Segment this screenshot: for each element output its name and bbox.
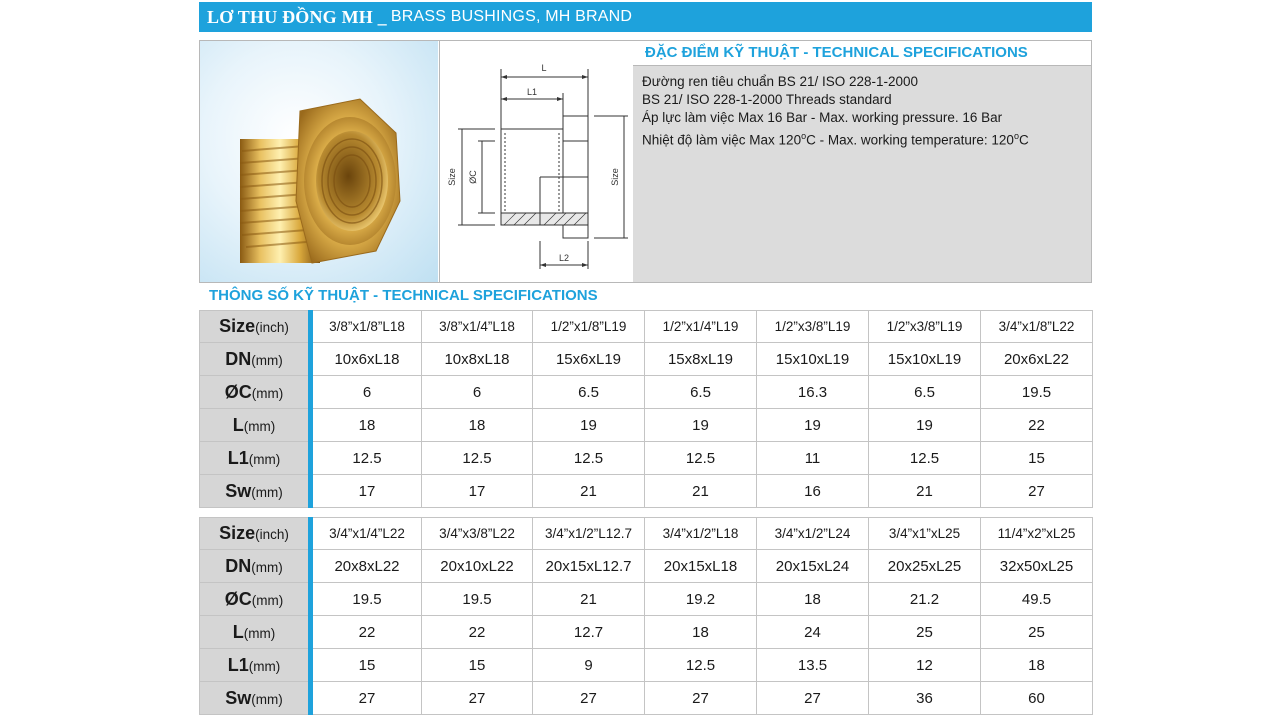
row-header-l1 xyxy=(200,649,311,682)
dimension-drawing xyxy=(440,41,633,282)
spec-table-2 xyxy=(199,517,1093,715)
technical-specs-title: THÔNG SỐ KỸ THUẬT - TECHNICAL SPECIFICATIONS xyxy=(209,287,598,304)
table-row-l1 xyxy=(200,649,1093,682)
table-cell: 27 xyxy=(422,682,533,715)
row-unit: (mm) xyxy=(251,691,283,707)
table-cell: 22 xyxy=(422,616,533,649)
table-cell: 27 xyxy=(645,682,757,715)
table-cell: 21.2 xyxy=(869,583,981,616)
table-cell: 12.7 xyxy=(533,616,645,649)
temp-degree-2: o xyxy=(1013,131,1019,141)
table-cell: 15 xyxy=(311,649,422,682)
row-header-sw xyxy=(200,475,311,508)
spec-line-thread-vn: Đường ren tiêu chuẩn BS 21/ ISO 228-1-2000 xyxy=(642,74,919,89)
title-english: BRASS BUSHINGS, MH BRAND xyxy=(390,8,633,25)
table-cell: 1/2”x1/4”L19 xyxy=(645,311,757,343)
catalog-sheet xyxy=(199,0,1092,720)
table-cell: 1/2”x3/8”L19 xyxy=(757,311,869,343)
dim-label-l2: L2 xyxy=(558,253,570,263)
table-cell: 20x6xL22 xyxy=(981,343,1093,376)
table-cell: 3/4”x1/2”L12.7 xyxy=(533,518,645,550)
table-cell: 22 xyxy=(981,409,1093,442)
table-cell: 1/2”x1/8”L19 xyxy=(533,311,645,343)
spec-panel xyxy=(633,41,1091,282)
table-cell: 3/4”x1”xL25 xyxy=(869,518,981,550)
title-bar xyxy=(199,2,1092,32)
row-label: ØC xyxy=(224,588,252,609)
row-unit: (inch) xyxy=(255,527,289,542)
row-header-oc xyxy=(200,583,311,616)
table-cell: 6 xyxy=(311,376,422,409)
table-cell: 9 xyxy=(533,649,645,682)
row-label: Size xyxy=(219,523,256,543)
table-cell: 18 xyxy=(981,649,1093,682)
technical-drawing xyxy=(439,41,634,282)
table-cell: 19.5 xyxy=(311,583,422,616)
table-cell: 3/8”x1/8”L18 xyxy=(311,311,422,343)
table-cell: 20x15xL24 xyxy=(757,550,869,583)
table-cell: 19.5 xyxy=(981,376,1093,409)
table-cell: 3/4”x1/4”L22 xyxy=(311,518,422,550)
table-cell: 18 xyxy=(757,583,869,616)
row-label: L xyxy=(232,414,244,435)
table-cell: 3/4”x1/2”L18 xyxy=(645,518,757,550)
table-cell: 21 xyxy=(533,583,645,616)
table-row-dn xyxy=(200,343,1093,376)
row-unit: (mm) xyxy=(251,484,283,500)
spec-heading: ĐẶC ĐIỂM KỸ THUẬT - TECHNICAL SPECIFICATIONS xyxy=(633,41,1091,66)
table-cell: 49.5 xyxy=(981,583,1093,616)
table-row-sw xyxy=(200,682,1093,715)
table-cell: 19 xyxy=(869,409,981,442)
table-cell: 17 xyxy=(422,475,533,508)
row-header-oc xyxy=(200,376,311,409)
table-cell: 1/2”x3/8”L19 xyxy=(869,311,981,343)
table-cell: 25 xyxy=(981,616,1093,649)
table-row-l xyxy=(200,409,1093,442)
product-photo xyxy=(200,41,438,282)
table-cell: 19.2 xyxy=(645,583,757,616)
table-cell: 32x50xL25 xyxy=(981,550,1093,583)
table-row-size xyxy=(200,311,1093,343)
table-cell: 12.5 xyxy=(645,442,757,475)
table-cell: 12.5 xyxy=(533,442,645,475)
brass-bushing-image xyxy=(200,41,438,282)
table-cell: 21 xyxy=(533,475,645,508)
row-unit: (mm) xyxy=(243,418,276,434)
table-cell: 3/8”x1/4”L18 xyxy=(422,311,533,343)
table-cell: 15x6xL19 xyxy=(533,343,645,376)
table-cell: 10x8xL18 xyxy=(422,343,533,376)
table-cell: 3/4”x1/2”L24 xyxy=(757,518,869,550)
table-row-l xyxy=(200,616,1093,649)
table-cell: 12.5 xyxy=(645,649,757,682)
table-cell: 36 xyxy=(869,682,981,715)
table-cell: 13.5 xyxy=(757,649,869,682)
row-header-size xyxy=(200,518,311,550)
table-cell: 17 xyxy=(311,475,422,508)
table-cell: 6.5 xyxy=(645,376,757,409)
row-unit: (mm) xyxy=(251,385,284,401)
table-cell: 20x10xL22 xyxy=(422,550,533,583)
table-cell: 21 xyxy=(869,475,981,508)
row-label: L1 xyxy=(227,654,249,675)
dim-label-size-right: Size xyxy=(610,168,620,186)
table-cell: 60 xyxy=(981,682,1093,715)
temp-text-c: C xyxy=(1018,132,1029,148)
spec-table-1 xyxy=(199,310,1093,508)
row-unit: (inch) xyxy=(255,320,289,335)
table-cell: 19 xyxy=(757,409,869,442)
row-header-sw xyxy=(200,682,311,715)
row-label: Sw xyxy=(225,687,252,708)
table-cell: 19.5 xyxy=(422,583,533,616)
spec-line-temperature xyxy=(642,127,1091,150)
table-cell: 27 xyxy=(533,682,645,715)
temp-text-a: Nhiệt độ làm việc Max 120 xyxy=(642,132,802,148)
row-label: DN xyxy=(225,348,252,369)
spec-line-thread-en: BS 21/ ISO 228-1-2000 Threads standard xyxy=(642,92,892,107)
table-cell: 21 xyxy=(645,475,757,508)
spec-line-pressure: Áp lực làm việc Max 16 Bar - Max. working pressure. 16 Bar xyxy=(642,110,1003,125)
row-label: ØC xyxy=(224,381,252,402)
row-unit: (mm) xyxy=(248,658,281,674)
table-row-oc xyxy=(200,376,1093,409)
table-cell: 15 xyxy=(422,649,533,682)
table-row-size xyxy=(200,518,1093,550)
product-overview xyxy=(199,40,1092,283)
table-cell: 12.5 xyxy=(311,442,422,475)
table-cell: 27 xyxy=(981,475,1093,508)
table-cell: 15x8xL19 xyxy=(645,343,757,376)
table-cell: 18 xyxy=(645,616,757,649)
row-unit: (mm) xyxy=(248,451,281,467)
table-cell: 20x25xL25 xyxy=(869,550,981,583)
table-cell: 19 xyxy=(645,409,757,442)
table-cell: 15 xyxy=(981,442,1093,475)
title-vietnamese: LƠ THU ĐỒNG MH _ xyxy=(207,6,387,27)
table-cell: 20x15xL18 xyxy=(645,550,757,583)
table-cell: 10x6xL18 xyxy=(311,343,422,376)
row-unit: (mm) xyxy=(243,625,276,641)
table-row-oc xyxy=(200,583,1093,616)
dim-label-size-left: Size xyxy=(447,168,457,186)
table-cell: 18 xyxy=(422,409,533,442)
table-cell: 27 xyxy=(757,682,869,715)
row-unit: (mm) xyxy=(251,559,283,575)
table-cell: 22 xyxy=(311,616,422,649)
row-label: L1 xyxy=(227,447,249,468)
row-unit: (mm) xyxy=(251,352,283,368)
row-label: Sw xyxy=(225,480,252,501)
table-cell: 6.5 xyxy=(533,376,645,409)
table-cell: 20x8xL22 xyxy=(311,550,422,583)
table-cell: 11 xyxy=(757,442,869,475)
table-cell: 6 xyxy=(422,376,533,409)
table-cell: 12.5 xyxy=(422,442,533,475)
table-cell: 3/4”x3/8”L22 xyxy=(422,518,533,550)
table-cell: 15x10xL19 xyxy=(869,343,981,376)
table-cell: 25 xyxy=(869,616,981,649)
table-cell: 6.5 xyxy=(869,376,981,409)
table-row-sw xyxy=(200,475,1093,508)
table-cell: 11/4”x2”xL25 xyxy=(981,518,1093,550)
table-cell: 12.5 xyxy=(869,442,981,475)
table-cell: 16 xyxy=(757,475,869,508)
dim-label-l1: L1 xyxy=(526,87,538,97)
table-cell: 20x15xL12.7 xyxy=(533,550,645,583)
dim-label-l: L xyxy=(541,63,547,73)
row-header-l xyxy=(200,616,311,649)
row-header-l xyxy=(200,409,311,442)
table-cell: 27 xyxy=(311,682,422,715)
row-unit: (mm) xyxy=(251,592,284,608)
spec-lines xyxy=(633,66,1091,150)
row-label: DN xyxy=(225,555,252,576)
row-header-size xyxy=(200,311,311,343)
row-header-dn xyxy=(200,343,311,376)
table-cell: 24 xyxy=(757,616,869,649)
row-header-l1 xyxy=(200,442,311,475)
table-row-l1 xyxy=(200,442,1093,475)
temp-degree-1: o xyxy=(801,131,807,141)
table-cell: 15x10xL19 xyxy=(757,343,869,376)
table-cell: 16.3 xyxy=(757,376,869,409)
table-cell: 12 xyxy=(869,649,981,682)
table-row-dn xyxy=(200,550,1093,583)
table-cell: 19 xyxy=(533,409,645,442)
temp-text-b: C - Max. working temperature: 120 xyxy=(806,132,1014,148)
row-label: L xyxy=(232,621,244,642)
row-label: Size xyxy=(219,316,256,336)
table-cell: 18 xyxy=(311,409,422,442)
table-cell: 3/4”x1/8”L22 xyxy=(981,311,1093,343)
dim-label-oc: ØC xyxy=(468,170,478,184)
row-header-dn xyxy=(200,550,311,583)
